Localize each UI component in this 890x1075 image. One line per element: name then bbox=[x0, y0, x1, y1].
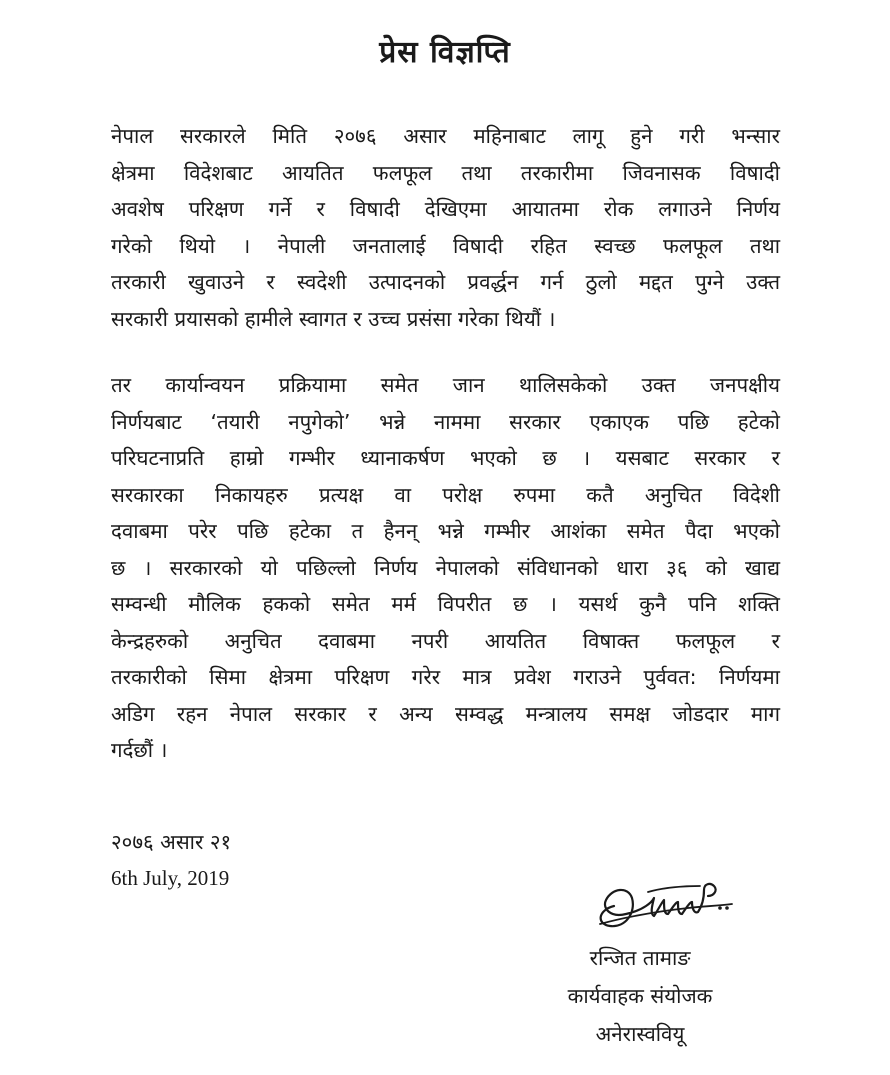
paragraph-line: तरकारीको सिमा क्षेत्रमा परिक्षण गरेर मात्र प्रवेश गराउने पुर्ववत: निर्णयमा bbox=[111, 665, 780, 689]
paragraph-line: क्षेत्रमा विदेशबाट आयतित फलफूल तथा तरकारीमा जिवनासक विषादी bbox=[111, 160, 780, 185]
paragraph-line: सरकारी प्रयासको हामीले स्वागत र उच्च प्रसंसा गरेका थियौं । bbox=[111, 306, 556, 331]
signer-organization: अनेरास्ववियू bbox=[595, 1022, 685, 1046]
paragraph-line: नेपाल सरकारले मिति २०७६ असार महिनाबाट लागू हुने गरी भन्सार bbox=[111, 124, 780, 148]
paragraph-line: निर्णयबाट ‘तयारी नपुगेको’ भन्ने नाममा सरकार एकाएक पछि हटेको bbox=[111, 409, 780, 434]
paragraph-line: छ । सरकारको यो पछिल्लो निर्णय नेपालको संविधानको धारा ३६ को खाद्य bbox=[111, 555, 780, 580]
paragraph-1 bbox=[111, 118, 780, 337]
paragraph-line: सम्वन्धी मौलिक हकको समेत मर्म विपरीत छ । यसर्थ कुनै पनि शक्ति bbox=[111, 592, 780, 616]
paragraph-line: सरकारका निकायहरु प्रत्यक्ष वा परोक्ष रुपमा कतै अनुचित विदेशी bbox=[111, 482, 780, 507]
signature-icon bbox=[592, 868, 742, 938]
document-title: प्रेस विज्ञप्ति bbox=[379, 35, 511, 70]
paragraph-line: अवशेष परिक्षण गर्ने र विषादी देखिएमा आयातमा रोक लगाउने निर्णय bbox=[111, 197, 780, 221]
signer-name: रन्जित तामाङ bbox=[589, 946, 691, 970]
paragraph-line: तरकारी खुवाउने र स्वदेशी उत्पादनको प्रवर्द्धन गर्न ठुलो मद्दत पुग्ने उक्त bbox=[111, 270, 780, 294]
paragraph-line: गर्दछौं । bbox=[111, 738, 168, 762]
paragraph-line: गरेको थियो । नेपाली जनतालाई विषादी रहित स्वच्छ फलफूल तथा bbox=[111, 233, 780, 258]
paragraph-line: अडिग रहन नेपाल सरकार र अन्य सम्वद्ध मन्त्रालय समक्ष जोडदार माग bbox=[111, 701, 780, 726]
paragraph-line: केन्द्रहरुको अनुचित दवाबमा नपरी आयतित विषाक्त फलफूल र bbox=[111, 628, 780, 653]
paragraph-line: परिघटनाप्रति हाम्रो गम्भीर ध्यानाकर्षण भएको छ । यसबाट सरकार र bbox=[111, 446, 780, 470]
date-english: 6th July, 2019 bbox=[111, 866, 230, 890]
date-nepali: २०७६ असार २१ bbox=[111, 830, 232, 854]
signer-role: कार्यवाहक संयोजक bbox=[567, 984, 713, 1008]
paragraph-line: तर कार्यान्वयन प्रक्रियामा समेत जान थालिसकेको उक्त जनपक्षीय bbox=[111, 373, 780, 397]
paragraph-line: दवाबमा परेर पछि हटेका त हैनन् भन्ने गम्भीर आशंका समेत पैदा भएको bbox=[111, 519, 780, 543]
paragraph-2 bbox=[111, 367, 780, 769]
